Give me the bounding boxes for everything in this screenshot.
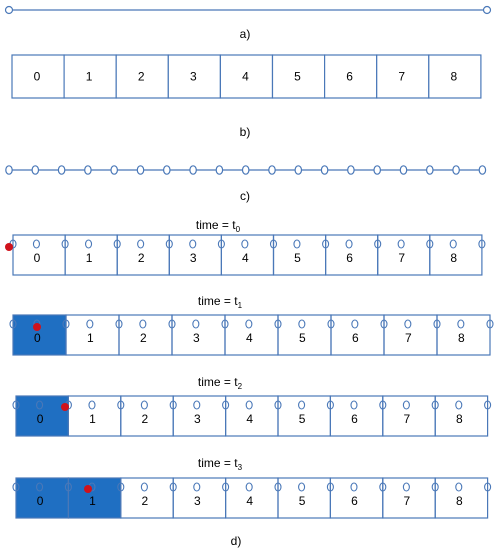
timestep-cell-label-6: 6	[351, 494, 358, 508]
panel-c-node	[321, 166, 327, 174]
panel-b-cell-label-5: 5	[294, 69, 301, 84]
timestep-cell-label-2: 2	[137, 251, 145, 265]
cell-node	[138, 240, 144, 248]
cell-node	[294, 240, 300, 248]
timestep-row-t1	[10, 315, 493, 355]
panel-c-node	[216, 166, 222, 174]
cell-node	[190, 240, 196, 248]
timestep-cell-label-8: 8	[455, 494, 463, 508]
timestep-cell-label-5: 5	[298, 412, 306, 426]
cell-node	[450, 240, 456, 248]
timestep-cell-label-6: 6	[346, 251, 353, 265]
panel-b-cell-label-3: 3	[189, 69, 197, 84]
timestep-cell-label-5: 5	[298, 494, 306, 508]
timestep-cell-label-4: 4	[246, 412, 254, 426]
panel-b-cell-label-1: 1	[85, 69, 93, 84]
panel-c-node	[58, 166, 64, 174]
timestep-cell-label-7: 7	[405, 331, 412, 345]
cell-node	[193, 320, 199, 328]
timestep-cell-label-0: 0	[36, 412, 44, 426]
cell-node	[352, 320, 358, 328]
timestep-cell-label-7: 7	[403, 494, 411, 508]
panel-c-node	[137, 166, 143, 174]
timestep-cell-label-2: 2	[140, 331, 147, 345]
panel-a	[6, 7, 491, 42]
cell-node	[246, 401, 252, 409]
panel-b-cell-label-6: 6	[346, 69, 353, 84]
particle-marker	[84, 485, 92, 493]
panel-a-caption: a)	[239, 27, 251, 41]
timestep-cell-label-7: 7	[398, 251, 406, 265]
cell-node	[403, 483, 409, 491]
cell-node	[87, 320, 93, 328]
cell-node	[86, 240, 92, 248]
timestep-cell-label-0: 0	[36, 494, 44, 508]
cell-node	[194, 483, 200, 491]
timestep-row-t3	[13, 478, 491, 518]
time-label-t2-sub: 2	[237, 382, 243, 391]
panel-b-cells	[12, 55, 481, 98]
panel-c-node	[32, 166, 38, 174]
panel-c-node	[453, 166, 459, 174]
timestep-cell-label-0: 0	[33, 251, 41, 265]
cell-node	[242, 240, 248, 248]
cell-node	[194, 401, 200, 409]
timestep-cell-label-6: 6	[352, 331, 359, 345]
timestep-cell-label-3: 3	[193, 331, 200, 345]
cell-node	[405, 320, 411, 328]
time-label-t1-sub: 1	[237, 301, 243, 310]
svg-text:time = t3	[198, 456, 243, 472]
time-label-t3	[198, 456, 243, 472]
panel-c-node	[348, 166, 354, 174]
panel-c-node	[85, 166, 91, 174]
panel-b-cell-label-8: 8	[450, 69, 458, 84]
time-label-t1-prefix: time = t	[197, 294, 238, 308]
panel-b-cell-label-2: 2	[137, 69, 145, 84]
panel-a-left-endpoint	[6, 7, 13, 14]
svg-text:time = t1	[198, 294, 243, 310]
particle-marker	[33, 323, 41, 331]
panel-c-node	[479, 166, 485, 174]
cell-node	[456, 483, 462, 491]
timestep-cell-label-3: 3	[193, 494, 201, 508]
panel-c-node	[295, 166, 301, 174]
cell-node	[456, 401, 462, 409]
cell-node	[299, 483, 305, 491]
panel-c-node	[190, 166, 196, 174]
cell-node	[403, 401, 409, 409]
svg-text:time = t2	[198, 375, 243, 391]
panel-c-node	[6, 166, 12, 174]
timestep-cell-label-4: 4	[246, 494, 254, 508]
panel-c-caption: c)	[240, 189, 250, 203]
panel-b-cell-label-7: 7	[398, 69, 406, 84]
timestep-cell-label-1: 1	[85, 251, 93, 265]
timestep-cell-label-6: 6	[351, 412, 358, 426]
cell-node	[458, 320, 464, 328]
cell-node	[246, 320, 252, 328]
timestep-cell-label-2: 2	[141, 412, 149, 426]
cell-node	[33, 240, 39, 248]
timestep-cell-label-7: 7	[403, 412, 411, 426]
cell-node	[351, 401, 357, 409]
time-label-t3-prefix: time = t	[197, 456, 238, 470]
panel-b	[12, 55, 481, 139]
cell-node	[299, 320, 305, 328]
cell-node	[89, 401, 95, 409]
panel-c-node	[400, 166, 406, 174]
panel-c-node	[374, 166, 380, 174]
timestep-cell-label-1: 1	[89, 494, 96, 508]
timestep-row-t2	[13, 396, 491, 436]
panel-d	[5, 218, 493, 548]
timestep-cell-label-1: 1	[89, 412, 96, 426]
panel-c	[6, 166, 486, 203]
timestep-cell-label-3: 3	[193, 412, 201, 426]
cell-node	[299, 401, 305, 409]
time-label-t2	[198, 375, 243, 391]
panel-a-right-endpoint	[484, 7, 491, 14]
panel-c-node	[243, 166, 249, 174]
cell-node	[141, 483, 147, 491]
timestep-cell-label-8: 8	[450, 251, 458, 265]
timestep-cell-label-8: 8	[455, 412, 463, 426]
svg-text:time = t0	[196, 218, 241, 234]
cell-node	[246, 483, 252, 491]
timestep-cell-label-5: 5	[299, 331, 306, 345]
panel-d-caption: d)	[230, 534, 242, 548]
panel-c-node	[111, 166, 117, 174]
time-label-t2-prefix: time = t	[197, 375, 238, 389]
timestep-cell-label-4: 4	[242, 251, 249, 265]
time-label-t3-sub: 3	[237, 463, 243, 472]
panel-b-cell-label-4: 4	[242, 69, 249, 84]
timestep-cell-label-2: 2	[141, 494, 149, 508]
time-label-t0	[196, 218, 241, 234]
timestep-cell-label-8: 8	[458, 331, 465, 345]
timestep-cell-label-5: 5	[294, 251, 301, 265]
particle-marker	[5, 243, 13, 251]
timestep-row-t0	[5, 235, 485, 275]
cell-node	[140, 320, 146, 328]
timestep-cell-label-4: 4	[246, 331, 253, 345]
cell-node	[141, 401, 147, 409]
panel-b-caption: b)	[239, 125, 251, 139]
timestep-cell-label-3: 3	[189, 251, 197, 265]
timestep-cell-label-1: 1	[87, 331, 94, 345]
cell-node	[351, 483, 357, 491]
time-label-t0-prefix: time = t	[195, 218, 236, 232]
particle-marker	[61, 403, 69, 411]
time-label-t0-sub: 0	[235, 225, 241, 234]
time-label-t1	[198, 294, 243, 310]
panel-b-cell-label-0: 0	[33, 69, 41, 84]
timestep-cell-label-0: 0	[34, 331, 41, 345]
panel-c-node	[427, 166, 433, 174]
cell-node	[398, 240, 404, 248]
panel-c-node	[164, 166, 170, 174]
panel-c-node	[269, 166, 275, 174]
cell-node	[346, 240, 352, 248]
